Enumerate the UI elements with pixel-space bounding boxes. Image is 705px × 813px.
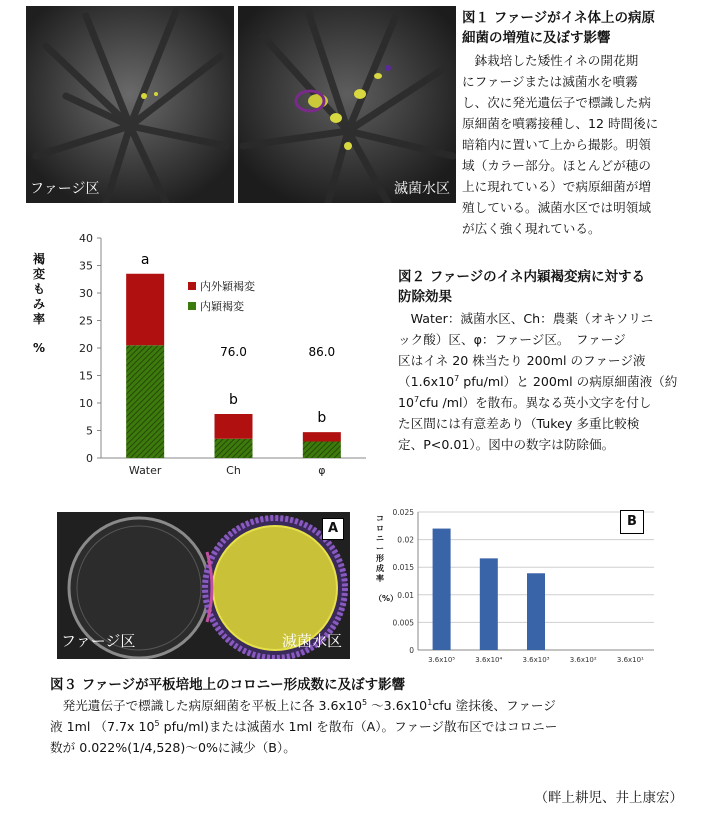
fig3b-bar-chart bbox=[372, 500, 662, 670]
fig3b-ylabel-char: 成 bbox=[376, 564, 384, 573]
fig2-body-line: た区間には有意差あり（Tukey 多重比較検 bbox=[398, 416, 640, 431]
fig2-body-line: Water：滅菌水区、Ch：農薬（オキソリニ bbox=[398, 311, 654, 326]
bar-segment bbox=[126, 345, 164, 458]
fig3a-petri-photo bbox=[57, 512, 350, 659]
fig3b-chart bbox=[372, 500, 662, 670]
control-value-label: 76.0 bbox=[220, 345, 247, 359]
y-tick-label: 0.01 bbox=[397, 590, 414, 600]
fig3-body bbox=[50, 695, 700, 758]
legend-swatch-red bbox=[188, 282, 196, 290]
legend-item bbox=[188, 278, 255, 294]
fig1-body-line: 殖している。滅菌水区では明領域 bbox=[462, 200, 651, 215]
y-tick-label: 20 bbox=[79, 342, 93, 355]
fig1-body-line: にファージまたは滅菌水を噴霧 bbox=[462, 74, 638, 89]
fig2-caption bbox=[398, 267, 703, 455]
x-tick-label: φ bbox=[318, 464, 326, 477]
fig2-body-line: 区はイネ 20 株当たり 200ml のファージ液 bbox=[398, 353, 646, 368]
bar-segment bbox=[215, 414, 253, 439]
x-tick-label: Water bbox=[128, 464, 162, 477]
fig3b-ylabel-char: 形 bbox=[376, 554, 384, 563]
y-tick-label: 0 bbox=[409, 646, 414, 655]
significance-letter: a bbox=[140, 251, 150, 268]
legend-label-outer: 内外穎褐変 bbox=[200, 280, 255, 293]
fig2-body bbox=[398, 308, 703, 455]
x-tick-label: 3.6x10⁴ bbox=[475, 656, 503, 664]
fig3b-ylabel-char: 率 bbox=[376, 574, 384, 583]
fig2-body-line: 定、P<0.01）。図中の数字は防除価。 bbox=[398, 437, 615, 452]
bar bbox=[480, 558, 498, 650]
y-tick-label: 5 bbox=[86, 424, 93, 438]
control-value-label: 86.0 bbox=[308, 345, 336, 359]
fig1-body-line: 原細菌を噴霧接種し、12 時間後に bbox=[462, 116, 659, 131]
authors: （畔上耕児、井上康宏） bbox=[534, 790, 683, 806]
x-tick-label: Ch bbox=[226, 464, 241, 477]
legend-swatch-green bbox=[188, 302, 196, 310]
fig2-ylabel-char: 変 bbox=[32, 267, 45, 281]
fig2-bar-chart bbox=[26, 228, 376, 490]
fig1-title-line2: 細菌の増殖に及ぼす影響 bbox=[462, 30, 611, 46]
y-tick-label: 10 bbox=[79, 397, 93, 410]
fig1-body-line: 上に現れている）で病原細菌が増 bbox=[462, 179, 651, 194]
fig1-body-line: 鉢栽培した矮性イネの開花期 bbox=[462, 53, 639, 68]
fig3b-ylabel-unit: （%） bbox=[374, 594, 399, 603]
fig3-body-line: 発光遺伝子で標識した病原細菌を平板上に各 $3.6x10^5$ $\sim 3.6x10^1cfu$ 塗抹後、ファージ bbox=[50, 697, 556, 713]
y-tick-label: 0.015 bbox=[392, 563, 414, 573]
fig1-body-line: 暗箱内に置いて上から撮影。明領 bbox=[462, 137, 651, 152]
fig3b-ylabel-char: ニ bbox=[376, 534, 384, 543]
fig1-body bbox=[462, 50, 702, 239]
fig2-title-line1: 図２ ファージのイネ内穎褐変病に対する bbox=[398, 269, 646, 285]
fig2-ylabel-unit: % bbox=[32, 341, 46, 355]
fig1-body-line: 域（カラー部分。ほとんどが穂の bbox=[462, 158, 651, 173]
fig1-body-line: が広く強く現れている。 bbox=[462, 221, 601, 236]
fig3b-ylabel-char: ロ bbox=[376, 524, 384, 533]
y-tick-label: 30 bbox=[79, 287, 93, 300]
x-tick-label: 3.6x10² bbox=[569, 656, 597, 664]
rice-plant-image bbox=[238, 6, 456, 203]
fig3-title: 図３ ファージが平板培地上のコロニー形成数に及ぼす影響 bbox=[50, 677, 406, 693]
fig2-ylabel-char: み bbox=[32, 297, 45, 311]
fig2-legend bbox=[184, 270, 298, 316]
panel-label-a: A bbox=[322, 518, 344, 540]
rice-plant-image bbox=[26, 6, 234, 203]
fig2-chart bbox=[26, 228, 376, 490]
bar bbox=[527, 573, 545, 650]
fig3-body-line: 数が 0.022%(1/4,528)～0%に減少（B）。 bbox=[50, 740, 296, 755]
fig1-photo-water bbox=[238, 6, 456, 203]
fig1-photo-phage-label: ファージ区 bbox=[30, 181, 100, 197]
y-tick-label: 0.02 bbox=[397, 535, 414, 545]
bar-segment bbox=[215, 439, 253, 458]
fig1-body-line: し、次に発光遺伝子で標識した病 bbox=[462, 95, 651, 110]
fig3a-label-water: 滅菌水区 bbox=[281, 632, 342, 650]
bar bbox=[433, 529, 451, 650]
fig3-caption bbox=[50, 675, 700, 758]
fig1-title-line1: 図１ ファージがイネ体上の病原 bbox=[462, 10, 656, 26]
y-tick-label: 25 bbox=[79, 314, 93, 328]
fig2-ylabel-char: 褐 bbox=[32, 252, 45, 266]
fig3a-label-phage: ファージ区 bbox=[61, 632, 136, 650]
legend-item bbox=[188, 298, 244, 314]
fig3b-ylabel-char: ー bbox=[376, 544, 384, 553]
fig2-title-line2: 防除効果 bbox=[398, 289, 452, 305]
fig2-body-line: $10^7cfu$ /ml）を散布。異なる英小文字を付し bbox=[398, 394, 652, 410]
y-tick-label: 0.025 bbox=[392, 508, 414, 517]
fig1-caption bbox=[462, 8, 702, 239]
bar-segment bbox=[303, 432, 341, 441]
y-tick-label: 35 bbox=[79, 259, 93, 273]
panel-label-b: B bbox=[620, 510, 644, 534]
legend-label-inner: 内穎褐変 bbox=[200, 300, 244, 313]
significance-letter: b bbox=[229, 392, 238, 408]
y-tick-label: 0 bbox=[86, 452, 93, 465]
bar-segment bbox=[303, 442, 341, 459]
y-tick-label: 0.005 bbox=[392, 618, 414, 628]
y-tick-label: 15 bbox=[79, 369, 93, 383]
significance-letter: b bbox=[317, 410, 327, 427]
fig2-ylabel-char: 率 bbox=[32, 312, 45, 326]
fig1-photo-phage bbox=[26, 6, 234, 203]
fig3-body-line: 液 1ml （7.7x $10^5$ pfu/ml)または滅菌水 1ml を散布（A）。ファージ散布区ではコロニー bbox=[50, 718, 558, 734]
y-tick-label: 40 bbox=[79, 232, 93, 245]
x-tick-label: 3.6x10¹ bbox=[616, 656, 644, 664]
x-tick-label: 3.6x10³ bbox=[522, 656, 550, 664]
fig2-ylabel-char: も bbox=[32, 282, 45, 296]
fig1-photo-water-label: 滅菌水区 bbox=[394, 181, 450, 197]
x-tick-label: 3.6x10⁵ bbox=[428, 656, 456, 664]
bar-segment bbox=[126, 274, 164, 346]
fig2-body-line: ック酸）区、φ：ファージ区。 ファージ bbox=[398, 332, 626, 347]
fig3b-ylabel-char: コ bbox=[376, 514, 384, 523]
fig2-body-line: （$1.6x10^7$ pfu/ml）と 200ml の病原細菌液（約 bbox=[398, 373, 678, 389]
